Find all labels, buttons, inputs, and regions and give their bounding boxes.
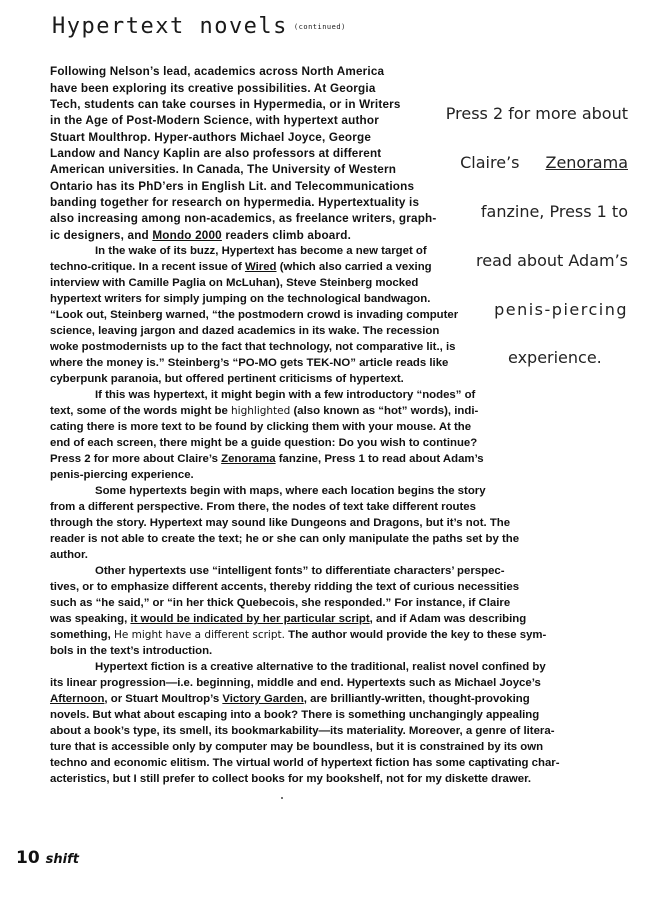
body-line: hypertext writers for simply jumping on the technological bandwagon. [50,293,431,305]
body-line: Ontario has its PhD’ers in English Lit. and Telecommunications [50,180,415,193]
text-run: , or Stuart Moultrop’s [104,693,220,705]
body-line: also increasing among non-academics, as freelance writers, graph- [50,212,437,225]
text-run: text, some of the words might be [50,405,228,417]
page-footer [16,848,79,868]
body-line: interview with Camille Paglia on McLuhan), Steve Steinberg mocked [50,277,419,289]
body-line: penis-piercing experience. [50,469,194,481]
page-number: 10 [16,848,40,868]
body-line [50,452,484,467]
body-line [50,404,478,419]
body-line: tives, or to emphasize different accents, thereby ridding the text of curious necessities [50,581,520,593]
body-line: Tech, students can take courses in Hypermedia, or in Writers [50,98,401,111]
pullquote-zenorama-link[interactable]: Zenorama [545,153,628,172]
text-run: techno-critique. In a recent issue of [50,261,242,273]
mondo-2000-link[interactable]: Mondo 2000 [152,229,222,242]
magazine-name: shift [45,852,79,867]
script-example-underlined: it would be indicated by her particular script [130,613,370,625]
script-example-plain: He might have a different script. [113,629,285,641]
text-run: something, [50,629,111,641]
pullquote-text: Claire’s [460,153,520,172]
afternoon-link[interactable]: Afternoon [50,693,105,705]
victory-garden-link[interactable]: Victory Garden [222,693,304,705]
body-line: reader is not able to create the text; he or she can only manipulate the paths set by the [50,533,520,545]
pullquote-line-6: experience. [508,348,602,367]
body-line: In the wake of its buzz, Hypertext has become a new target of [95,245,427,257]
page-title [52,14,346,39]
body-line: woke postmodernists up to the fact that technology, not comparative lit., is [50,341,456,353]
text-run: , are brilliantly-written, thought-provoking [303,693,530,705]
body-line: in the Age of Post-Modern Science, with hypertext author [50,114,379,127]
body-line: Some hypertexts begin with maps, where each location begins the story [95,485,486,497]
body-line: author. [50,549,88,561]
text-run: ic designers, and [50,229,149,242]
zenorama-link[interactable]: Zenorama [221,453,276,465]
body-line: about a book’s type, its smell, its bookmarkability—its materiality. Moreover, a genre of litera- [50,725,555,737]
body-line: Hypertext fiction is a creative alternative to the traditional, realist novel confined by [95,661,546,673]
pullquote-line-4: read about Adam’s [476,251,628,270]
stray-dot [281,797,283,799]
text-run: was speaking, [50,613,128,625]
body-line: from a different perspective. From there, the nodes of text take different routes [50,501,476,513]
text-run: (which also carried a vexing [279,261,432,273]
text-run: readers climb aboard. [225,229,352,242]
text-run: (also known as “hot” words), indi- [293,405,479,417]
body-line: If this was hypertext, it might begin with a few introductory “nodes” of [95,389,476,401]
body-line: end of each screen, there might be a guide question: Do you wish to continue? [50,437,478,449]
body-line [50,628,546,643]
body-line: through the story. Hypertext may sound like Dungeons and Dragons, but it’s not. The [50,517,511,529]
text-run: fanzine, Press 1 to read about Adam’s [278,453,484,465]
body-line [50,260,432,275]
body-line: Landow and Nancy Kaplin are also professors at different [50,147,382,160]
body-line: banding together for research on hypermedia. Hypertextuality is [50,196,420,209]
pullquote-line-3: fanzine, Press 1 to [480,202,628,221]
pullquote-line-1: Press 2 for more about [445,104,628,123]
title-text: Hypertext novels [52,14,288,39]
body-line: Following Nelson’s lead, academics across North America [50,65,385,78]
body-line: bols in the text’s introduction. [50,645,213,657]
wired-link[interactable]: Wired [244,261,277,273]
body-line: Stuart Moulthrop. Hyper-authors Michael Joyce, George [50,131,372,144]
pullquote-line-2 [460,153,628,172]
body-line: Other hypertexts use “intelligent fonts” to differentiate characters’ perspec- [95,565,505,577]
continued-label: (continued) [293,23,346,31]
text-run: Press 2 for more about Claire’s [50,453,218,465]
body-line: cating there is more text to be found by clicking them with your mouse. At the [50,421,472,433]
body-line: novels. But what about escaping into a book? There is something unchangingly appealing [50,709,540,721]
body-line: science, leaving jargon and dazed academics in its wake. The recession [50,325,440,337]
text-run: , and if Adam was describing [369,613,527,625]
body-line [50,692,530,707]
highlighted-word[interactable]: highlighted [231,405,291,417]
text-run: The author would provide the key to these sym- [288,629,547,641]
body-line: acteristics, but I still prefer to collect books for my bookshelf, not for my diskette drawer. [50,773,532,785]
pullquote-line-5: penis-piercing [494,300,628,319]
body-line [50,612,526,627]
body-line: techno and economic elitism. The virtual world of hypertext fiction has some captivating char- [50,757,560,769]
body-line: its linear progression—i.e. beginning, middle and end. Hypertexts such as Michael Joyce’s [50,677,541,689]
body-line [50,228,351,244]
body-line: such as “he said,” or “in her thick Quebecois, she responded.” For instance, if Claire [50,597,511,609]
body-line: where the money is.” Steinberg’s “PO-MO gets TEK-NO” article reads like [50,357,449,369]
body-line: have been exploring its creative possibilities. At Georgia [50,82,376,95]
body-line: cyberpunk paranoia, but offered pertinent criticisms of hypertext. [50,373,404,385]
body-line: American universities. In Canada, The University of Western [50,163,397,176]
body-line: ture that is accessible only by computer may be boundless, but it is constrained by its own [50,741,544,753]
body-line: “Look out, Steinberg warned, “the postmodern crowd is invading computer [50,309,459,321]
